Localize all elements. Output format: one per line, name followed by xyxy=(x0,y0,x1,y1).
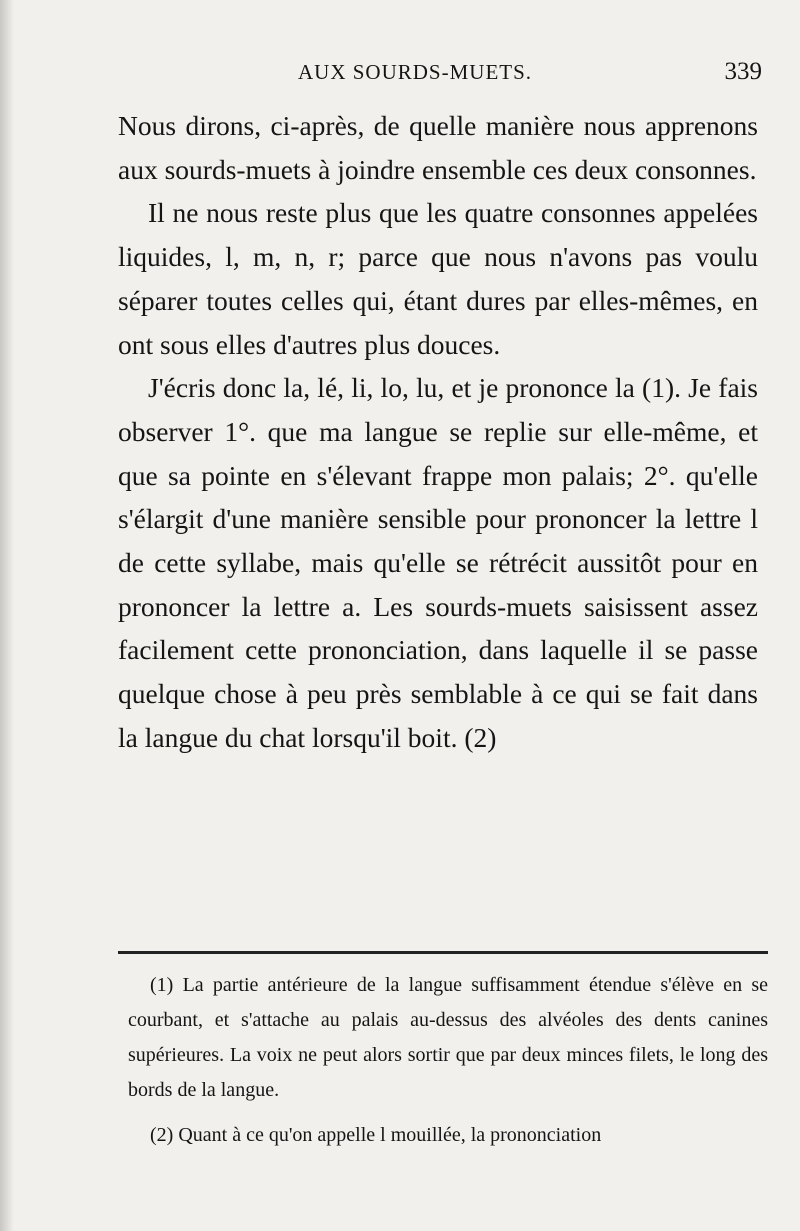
paragraph-3: J'écris donc la, lé, li, lo, lu, et je prononce la (1). Je fais observer 1°. que ma langue se replie sur elle-même, et que sa pointe en s'élevant frappe mon palais; 2°. qu'elle s'élargit d'une manière sensible pour prononcer la lettre l de cette syllabe, mais qu'elle se rétrécit aussitôt pour en prononcer la lettre a. Les sourds-muets saisissent assez facilement cette prononciation, dans laquelle il se passe quelque chose à peu près semblable à ce qui se fait dans la langue du chat lorsqu'il boit. (2) xyxy=(118,372,758,753)
paragraph-1: Nous dirons, ci-après, de quelle manière nous apprenons aux sourds-muets à joindre ensemble ces deux consonnes. xyxy=(118,110,758,185)
paragraph-2: Il ne nous reste plus que les quatre consonnes appelées liquides, l, m, n, r; parce que nous n'avons pas voulu séparer toutes celles qui, étant dures par elles-mêmes, en ont sous elles d'autres plus douces. xyxy=(118,197,758,360)
page-number: 339 xyxy=(724,58,762,85)
main-text xyxy=(118,104,758,760)
footnote-2: (2) Quant à ce qu'on appelle l mouillée, la prononciation xyxy=(150,1124,602,1146)
running-head: AUX SOURDS-MUETS. xyxy=(298,60,533,84)
footnote-separator-rule xyxy=(118,951,768,954)
footnotes xyxy=(128,968,768,1153)
page-header xyxy=(118,56,768,96)
footnote-1: (1) La partie antérieure de la langue suffisamment étendue s'élève en se courbant, et s'attache au palais au-dessus des alvéoles des dents canines supérieures. La voix ne peut alors sortir que par deux minces filets, le long des bords de la langue. xyxy=(128,974,768,1101)
page-gutter-shadow xyxy=(0,0,14,1231)
